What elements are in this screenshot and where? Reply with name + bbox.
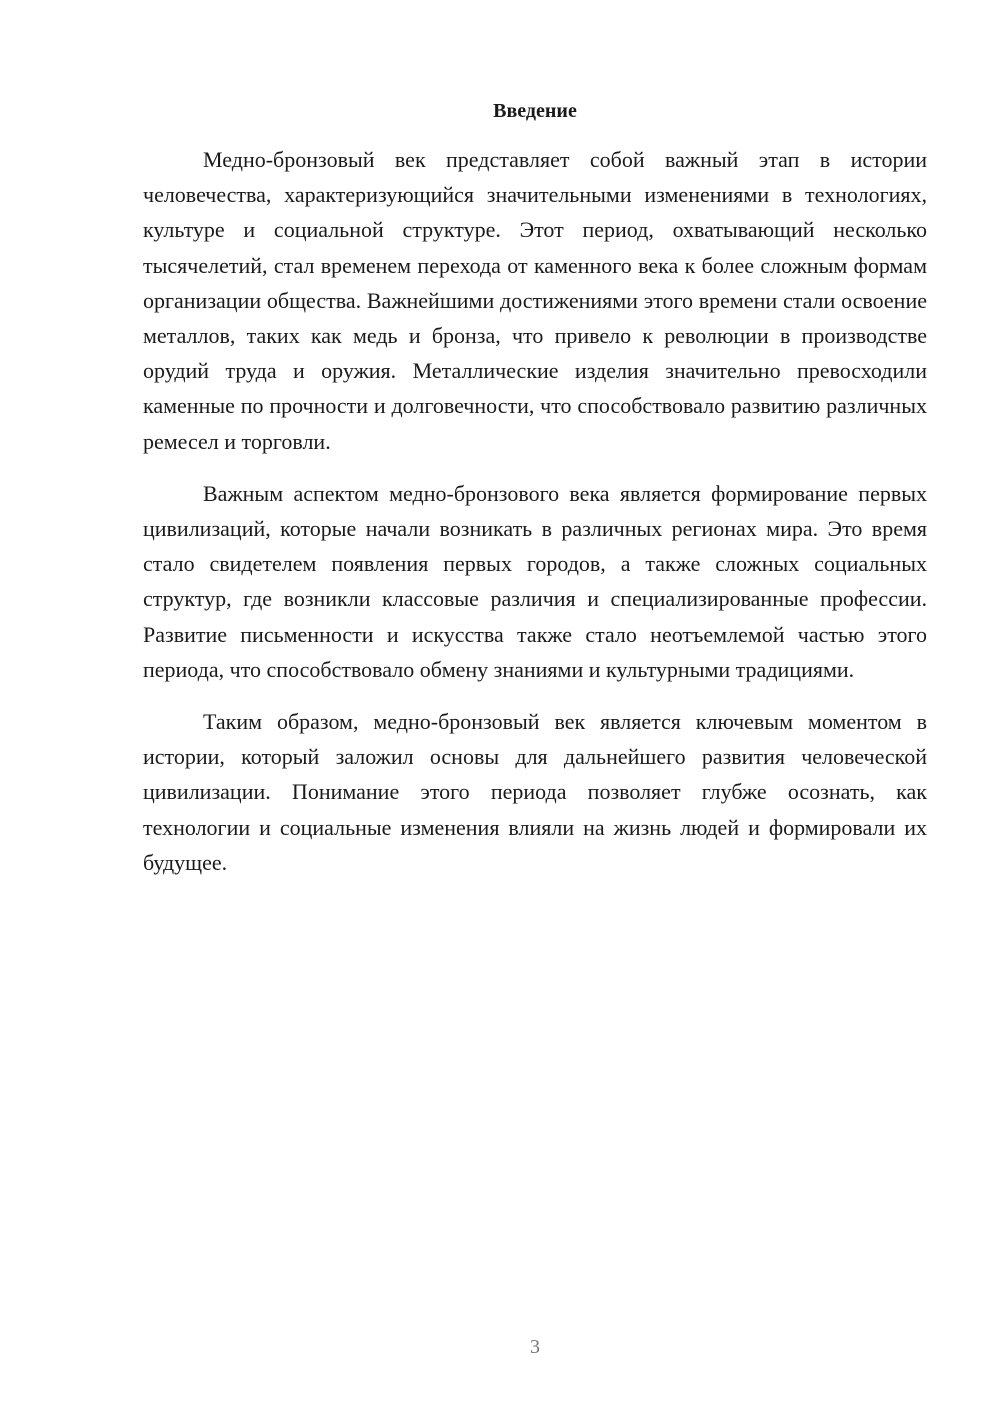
paragraph-2: Важным аспектом медно-бронзового века является формирование первых цивилизаций, которые начали возникать в различных регионах мира. Это время стало свидетелем появления первых городов, а также сложных социальных структур, где возникли классовые различия и специализированные профессии. Развитие письменности и искусства также стало неотъемлемой частью этого периода, что способствовало обмену знаниями и культурными традициями.: [143, 480, 927, 682]
page-title: Введение: [493, 100, 577, 122]
paragraph-1: Медно-бронзовый век представляет собой важный этап в истории человечества, характеризующийся значительными изменениями в технологиях, культуре и социальной структуре. Этот период, охватывающий несколько тысячелетий, стал временем перехода от каменного века к более сложным формам организации общества. Важнейшими достижениями этого времени стали освоение металлов, таких как медь и бронза, что привело к революции в производстве орудий труда и оружия. Металлические изделия значительно превосходили каменные по прочности и долговечности, что способствовало развитию различных ремесел и торговли.: [143, 147, 927, 454]
page-number: 3: [530, 1336, 540, 1358]
document-body: [143, 142, 927, 897]
paragraph-3: Таким образом, медно-бронзовый век является ключевым моментом в истории, который заложил основы для дальнейшего развития человеческой цивилизации. Понимание этого периода позволяет глубже осознать, как технологии и социальные изменения влияли на жизнь людей и формировали их будущее.: [143, 709, 927, 875]
